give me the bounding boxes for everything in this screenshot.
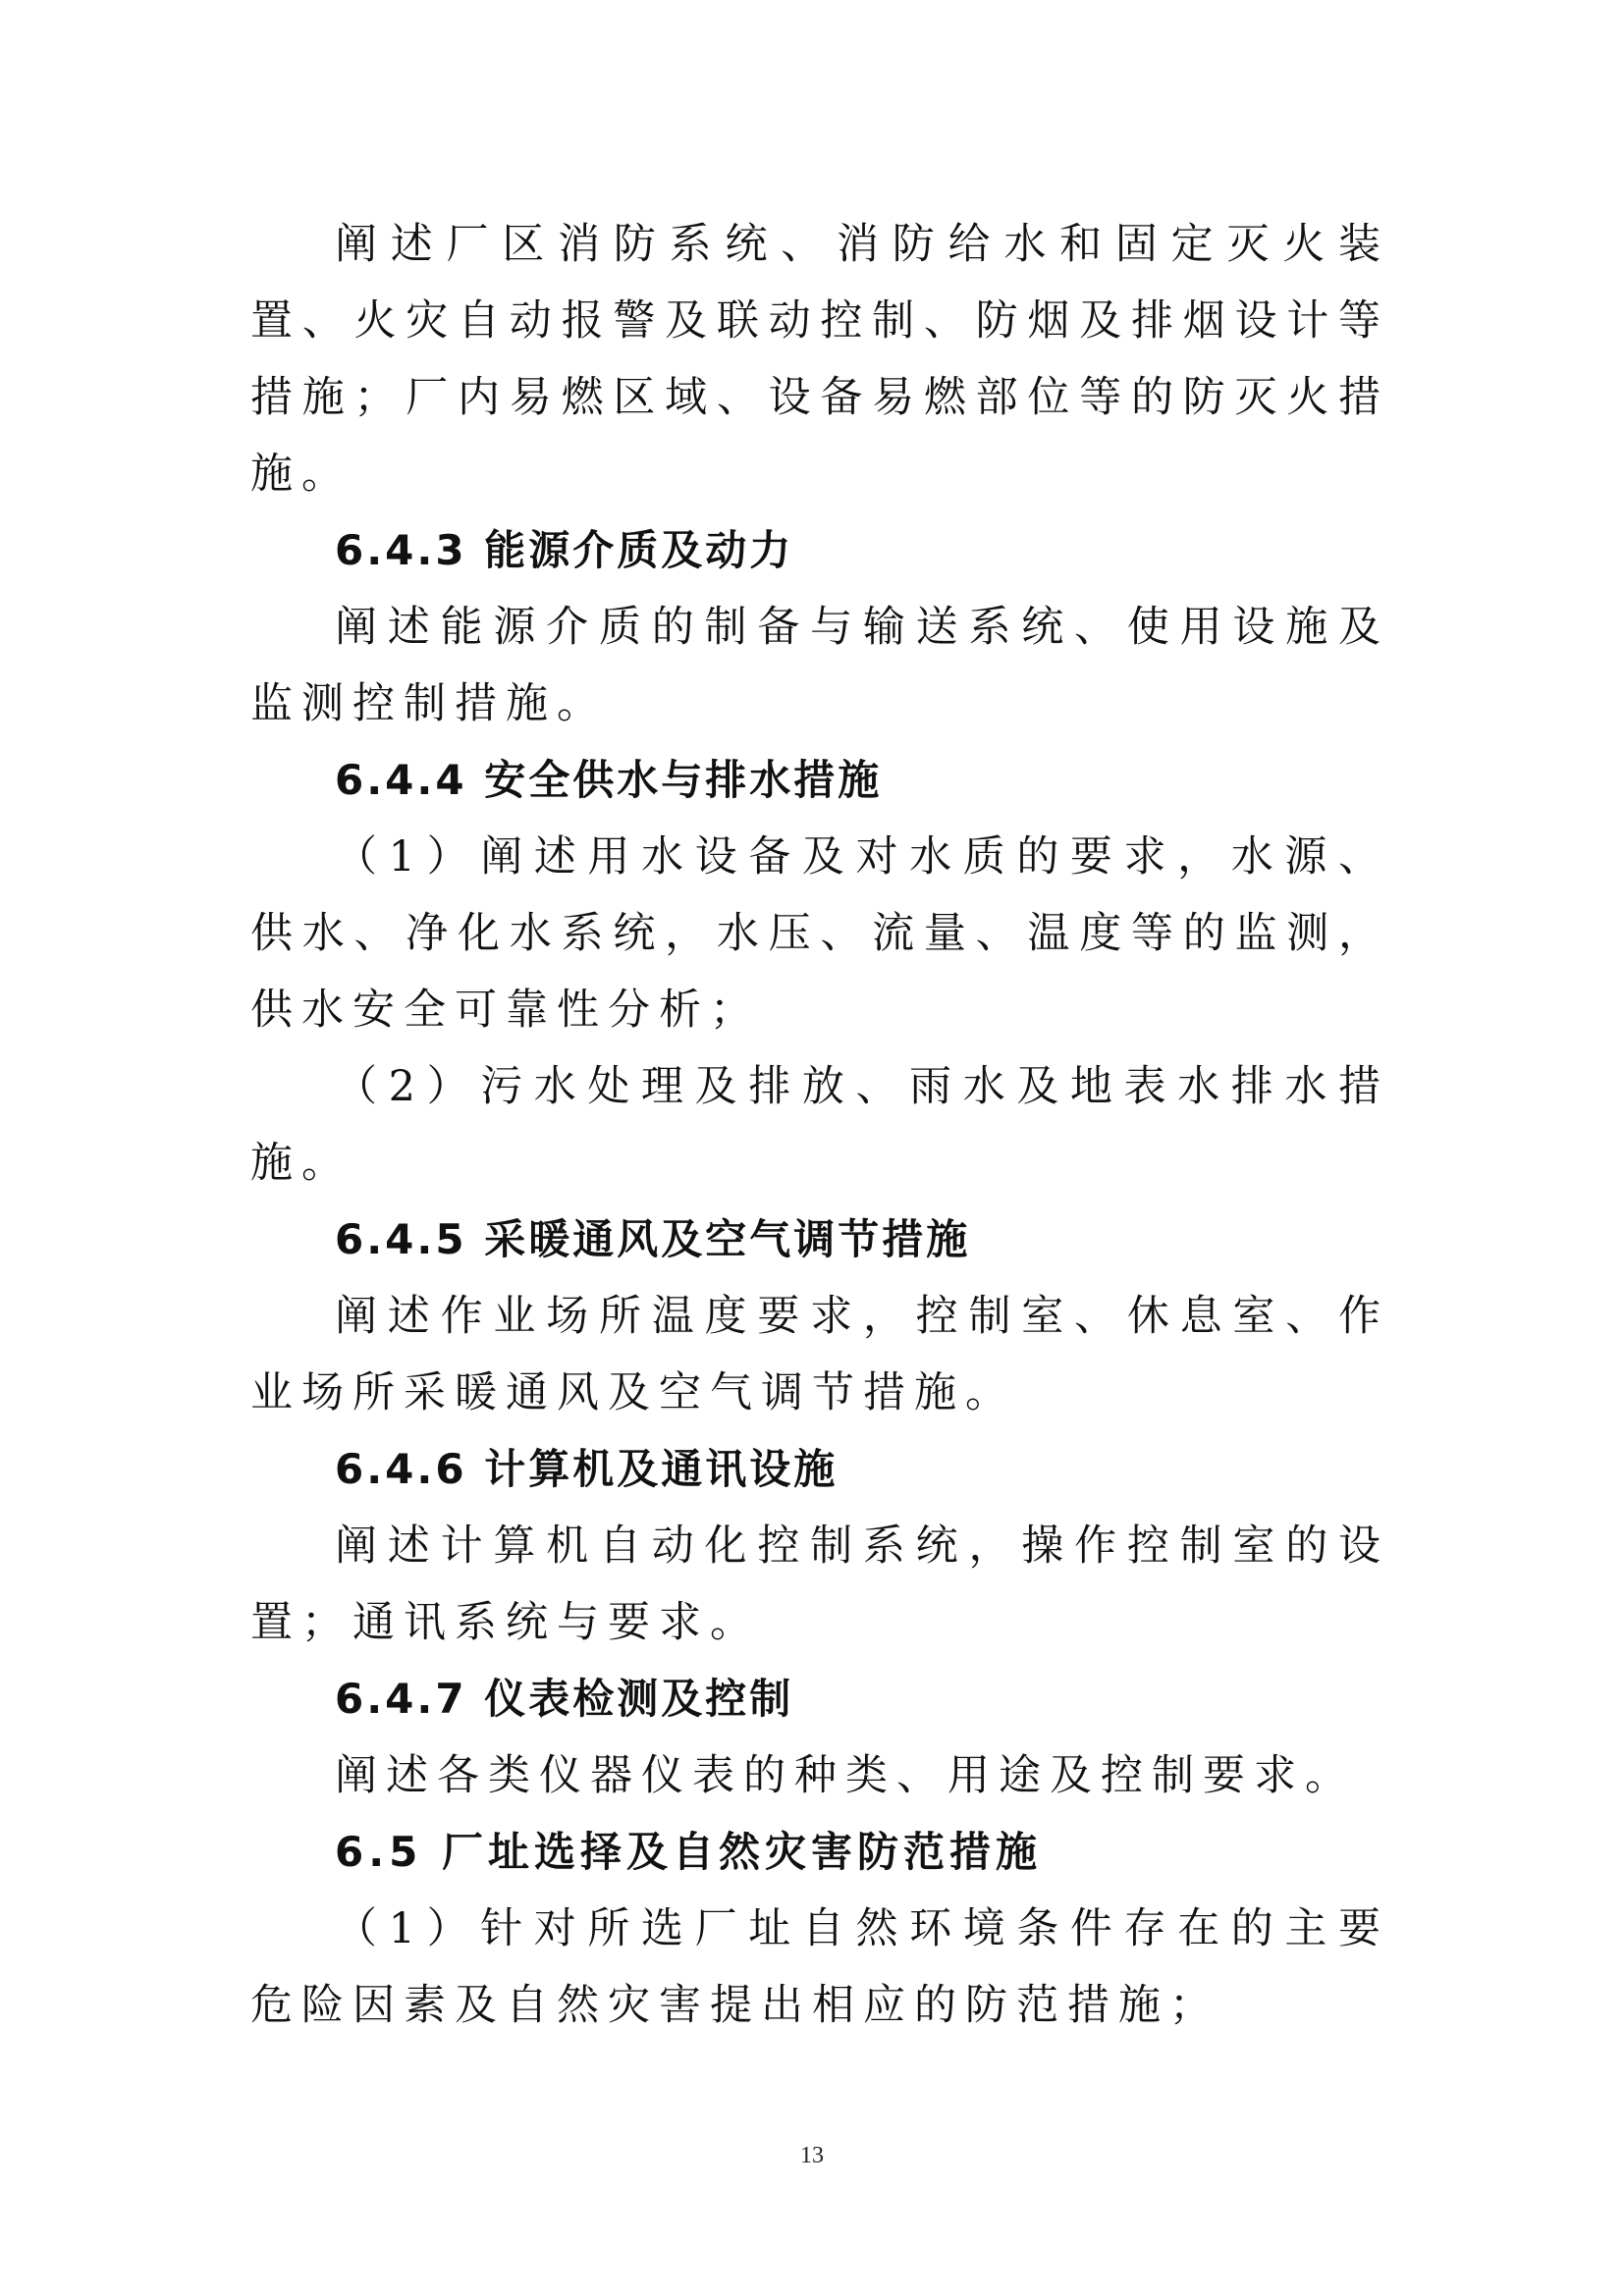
- paragraph-energy-media: 阐述能源介质的制备与输送系统、使用设施及监测控制措施。: [250, 603, 1389, 728]
- paragraph-fire-protection: 阐述厂区消防系统、消防给水和固定灭火装置、火灾自动报警及联动控制、防烟及排烟设计等措施；厂内易燃区域、设备易燃部位等的防灭火措施。: [250, 220, 1389, 499]
- paragraph-water-supply-2: （2）污水处理及排放、雨水及地表水排水措施。: [250, 1062, 1389, 1188]
- paragraph-water-supply-1: （1）阐述用水设备及对水质的要求，水源、供水、净化水系统，水压、流量、温度等的监测，供水安全可靠性分析；: [250, 832, 1389, 1035]
- heading-6-4-6: 6.4.6 计算机及通讯设施: [335, 1445, 839, 1493]
- paragraph-computer-communication: 阐述计算机自动化控制系统，操作控制室的设置；通讯系统与要求。: [250, 1522, 1389, 1647]
- heading-6-4-5: 6.4.5 采暖通风及空气调节措施: [335, 1215, 971, 1263]
- paragraph-instrumentation: 阐述各类仪器仪表的种类、用途及控制要求。: [335, 1751, 1356, 1800]
- paragraph-site-selection-1: （1）针对所选厂址自然环境条件存在的主要危险因素及自然灾害提出相应的防范措施；: [250, 1904, 1389, 2030]
- heading-6-4-7: 6.4.7 仪表检测及控制: [335, 1675, 794, 1723]
- page-number: 13: [800, 2143, 824, 2168]
- heading-6-4-4: 6.4.4 安全供水与排水措施: [335, 756, 883, 804]
- document-body: [250, 206, 1389, 2044]
- heading-6-5: 6.5 厂址选择及自然灾害防范措施: [335, 1828, 1043, 1876]
- heading-6-4-3: 6.4.3 能源介质及动力: [335, 526, 794, 574]
- paragraph-hvac: 阐述作业场所温度要求，控制室、休息室、作业场所采暖通风及空气调节措施。: [250, 1292, 1389, 1417]
